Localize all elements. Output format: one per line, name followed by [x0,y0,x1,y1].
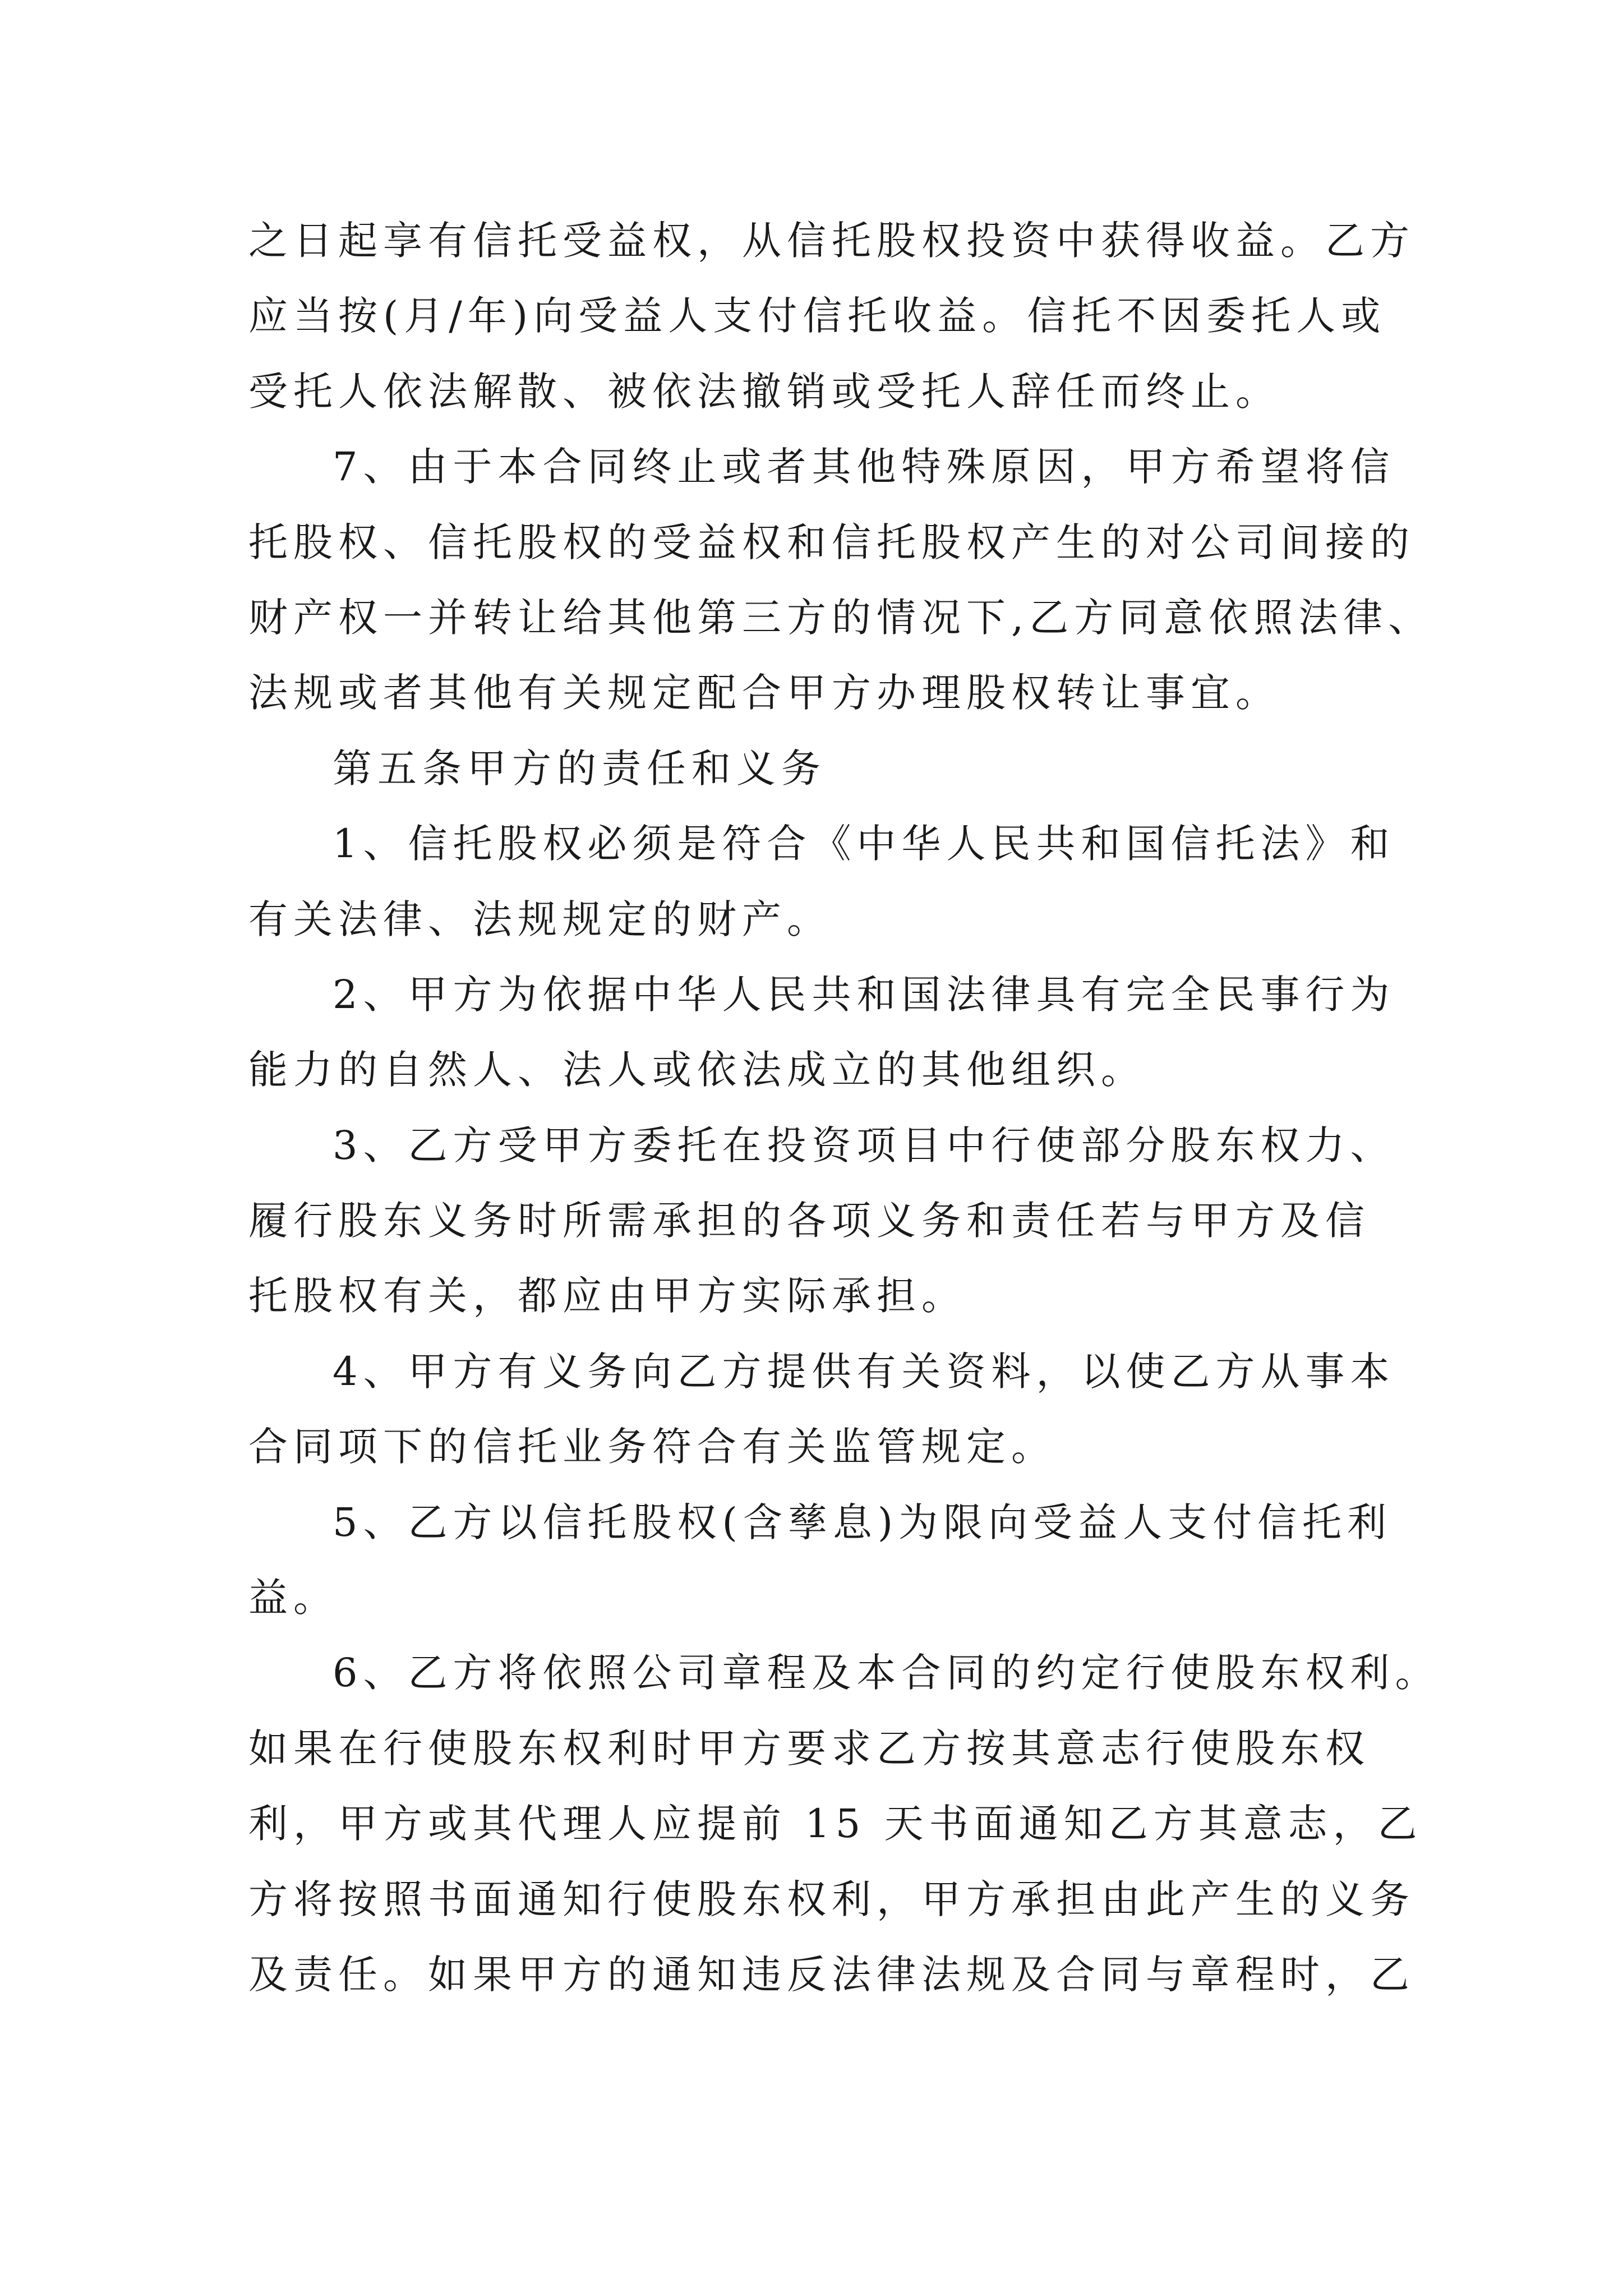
text-line: 益。 [248,1575,338,1621]
text-line: 能力的自然人、法人或依法成立的其他组织。 [248,1047,1146,1093]
clause-1-line: 1、信托股权必须是符合《中华人民共和国信托法》和 [333,821,1395,867]
text-line: 履行股东义务时所需承担的各项义务和责任若与甲方及信 [248,1198,1370,1244]
text-line: 如果在行使股东权利时甲方要求乙方按其意志行使股东权 [248,1725,1370,1772]
text-line: 合同项下的信托业务符合有关监管规定。 [248,1424,1056,1470]
text-line: 托股权、信托股权的受益权和信托股权产生的对公司间接的 [248,519,1415,565]
text-line: 托股权有关，都应由甲方实际承担。 [248,1273,966,1319]
text-line: 方将按照书面通知行使股东权利，甲方承担由此产生的义务 [248,1876,1415,1922]
text-line: 有关法律、法规规定的财产。 [248,896,832,942]
clause-3-line: 3、乙方受甲方委托在投资项目中行使部分股东权力、 [333,1122,1395,1168]
clause-4-line: 4、甲方有义务向乙方提供有关资料，以使乙方从事本 [333,1348,1395,1395]
text-line: 法规或者其他有关规定配合甲方办理股权转让事宜。 [248,670,1280,716]
text-line: 财产权一并转让给其他第三方的情况下,乙方同意依照法律、 [248,594,1433,641]
clause-2-line: 2、甲方为依据中华人民共和国法律具有完全民事行为 [333,971,1395,1018]
article-heading: 第五条甲方的责任和义务 [333,745,826,792]
text-line: 应当按(月/年)向受益人支付信托收益。信托不因委托人或 [248,293,1386,339]
clause-6-line: 6、乙方将依照公司章程及本合同的约定行使股东权利。 [333,1650,1440,1696]
text-line: 利，甲方或其代理人应提前 15 天书面通知乙方其意志，乙 [248,1801,1423,1847]
text-line: 及责任。如果甲方的通知违反法律法规及合同与章程时，乙 [248,1951,1415,1998]
text-line: 受托人依法解散、被依法撤销或受托人辞任而终止。 [248,368,1280,415]
clause-7-line: 7、由于本合同终止或者其他特殊原因，甲方希望将信 [333,444,1395,490]
document-body [248,203,1440,2012]
clause-5-line: 5、乙方以信托股权(含孳息)为限向受益人支付信托利 [333,1499,1393,1545]
text-line: 之日起享有信托受益权，从信托股权投资中获得收益。乙方 [248,218,1415,264]
